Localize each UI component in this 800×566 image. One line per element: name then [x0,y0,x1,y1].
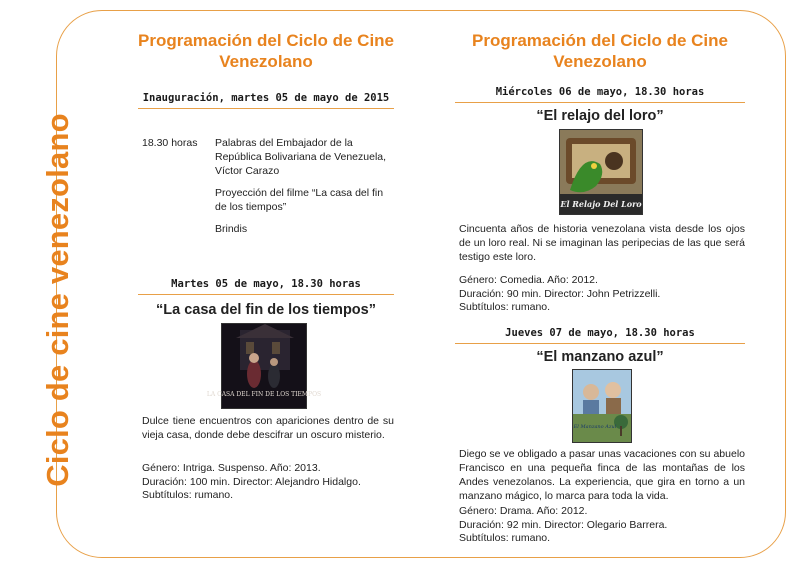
poster-caption: El Relajo Del Loro [560,199,642,209]
film-synopsis: Cincuenta años de historia venezolana vista desde los ojos de un loro real. Ni se imaginan las peripecias de las que será testigo este loro. [459,223,745,263]
screening-header: Jueves 07 de mayo, 18.30 horas [455,327,745,344]
program-item: Brindis [215,223,248,235]
film-poster [559,129,641,213]
left-heading: Programación del Ciclo de Cine Venezolano [138,31,395,71]
film-duration: Duración: 92 min. Director: Olegario Barrera. [459,518,668,531]
film-title: “El relajo del loro” [536,108,664,124]
film-title: “La casa del fin de los tiempos” [156,302,376,318]
film-duration: Duración: 90 min. Director: John Petrizzelli. [459,287,661,300]
film-details [142,462,394,503]
screening-header: Miércoles 06 de mayo, 18.30 horas [455,86,745,103]
right-heading: Programación del Ciclo de Cine Venezolano [471,31,728,71]
screening-header: Martes 05 de mayo, 18.30 horas [138,278,394,295]
film-genre: Género: Intriga. Suspenso. Año: 2013. [142,462,321,474]
film-synopsis: Diego se ve obligado a pasar unas vacaciones con su abuelo Francisco en una pequeña finca de las montañas de los Andes venezolanos. La experiencia, que gira en torno a un manzano mágico, lo marca para toda la vida. [459,448,745,502]
inauguration-time: 18.30 horas [142,137,198,149]
film-subtitles: Subtítulos: rumano. [459,301,551,313]
film-details [459,505,745,546]
film-subtitles: Subtítulos: rumano. [142,489,234,501]
film-synopsis: Dulce tiene encuentros con apariciones dentro de su vieja casa, donde debe descifrar un oscuro misterio. [142,415,394,441]
vertical-title-text: Ciclo de cine venezolano [40,113,75,487]
film-title: “El manzano azul” [536,349,664,365]
program-item: Palabras del Embajador de la República Bolivariana de Venezuela, Víctor Carazo [215,137,387,177]
film-subtitles: Subtítulos: rumano. [459,532,551,544]
film-duration: Duración: 100 min. Director: Alejandro Hidalgo. [142,475,361,488]
film-genre: Género: Drama. Año: 2012. [459,505,588,517]
film-genre: Género: Comedia. Año: 2012. [459,274,598,286]
film-details [459,274,745,315]
poster-caption: El Manzano Azul [573,424,617,430]
film-poster [206,323,322,407]
program-item: Proyección del filme “La casa del fin de los tiempos” [215,187,384,213]
inauguration-header: Inauguración, martes 05 de mayo de 2015 [138,92,394,109]
inauguration-program [142,136,394,244]
poster-caption: LA CASA DEL FIN DE LOS TIEMPOS [206,391,322,398]
film-poster [572,369,630,441]
